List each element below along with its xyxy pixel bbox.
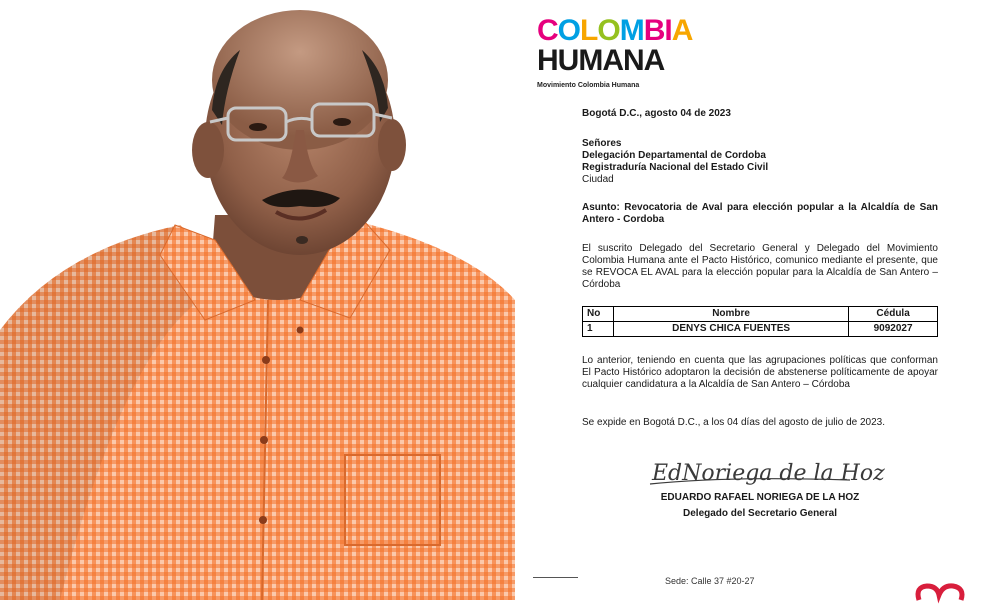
- letter-body: El suscrito Delegado del Secretario General y Delegado del Movimiento Colombia Humana ante el Pacto Histórico, comunico mediante el presente, que se REVOCA EL AVAL para la elección popular para la Alcaldía de San Antero – Córdoba: [582, 243, 938, 290]
- logo-line-colombia: [537, 16, 692, 46]
- logo-letter: B: [643, 14, 665, 47]
- addressee-line: Registraduría Nacional del Estado Civil: [582, 162, 769, 173]
- footer-divider: [533, 577, 578, 578]
- addressee-block: [582, 138, 768, 186]
- logo-line-humana: HUMANA: [537, 44, 665, 77]
- handwritten-signature: [650, 456, 885, 495]
- table-header: No: [583, 307, 614, 322]
- logo-tagline: Movimiento Colombia Humana: [537, 82, 640, 89]
- logo-letter: O: [597, 14, 620, 47]
- signer-name: EDUARDO RAFAEL NORIEGA DE LA HOZ: [660, 492, 860, 503]
- revocation-letter: [515, 0, 1000, 600]
- table-row: [583, 322, 938, 337]
- letter-issued: Se expide en Bogotá D.C., a los 04 días del agosto de julio de 2023.: [582, 417, 885, 428]
- table-cell: DENYS CHICA FUENTES: [614, 322, 849, 337]
- letter-date: Bogotá D.C., agosto 04 de 2023: [582, 108, 731, 119]
- table-cell: 1: [583, 322, 614, 337]
- logo-letter: C: [537, 14, 558, 47]
- addressee-line: Delegación Departamental de Cordoba: [582, 150, 766, 161]
- candidate-table: [582, 306, 938, 337]
- addressee-city: Ciudad: [582, 174, 614, 185]
- signer-title: Delegado del Secretario General: [683, 508, 837, 519]
- letter-closing: Lo anterior, teniendo en cuenta que las agrupaciones políticas que conforman El Pacto Histórico adoptaron la decisión de abstenerse políticamente de apoyar cualquier candidatura a la Alcaldía de San Antero – Córdoba: [582, 355, 938, 390]
- colombia-humana-logo: [537, 16, 692, 89]
- heart-logo-icon: [915, 583, 965, 605]
- salutation: Señores: [582, 138, 622, 149]
- table-header: Nombre: [614, 307, 849, 322]
- logo-letter: I: [664, 14, 672, 47]
- signer-block: [582, 492, 938, 520]
- table-header: Cédula: [849, 307, 938, 322]
- logo-letter: L: [580, 14, 598, 47]
- table-header-row: [583, 307, 938, 322]
- footer-address: Sede: Calle 37 #20-27: [665, 576, 755, 586]
- signature-scribble: EdNoriega de la Hoz: [652, 461, 885, 486]
- logo-letter: O: [557, 14, 581, 47]
- logo-letter: M: [619, 14, 644, 47]
- table-cell: 9092027: [849, 322, 938, 337]
- letter-subject: Asunto: Revocatoria de Aval para elección popular a la Alcaldía de San Antero - Cordoba: [582, 202, 938, 225]
- logo-letter: A: [671, 14, 693, 47]
